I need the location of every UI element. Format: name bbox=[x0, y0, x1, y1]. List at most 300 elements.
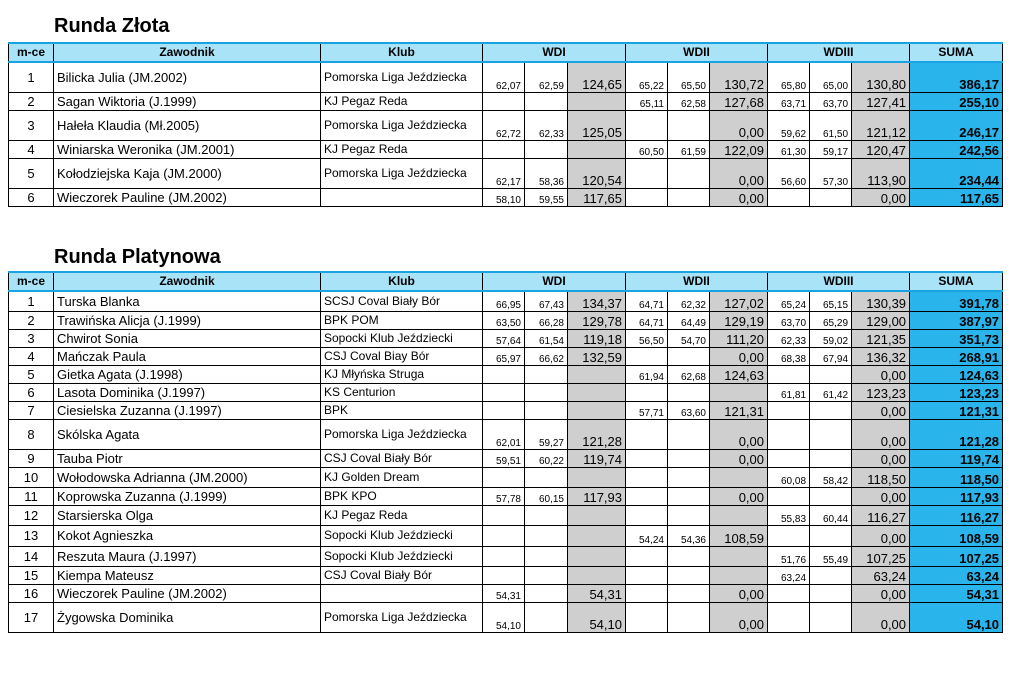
suma-cell: 121,28 bbox=[910, 419, 1003, 449]
rider-name-cell: Wieczorek Pauline (JM.2002) bbox=[54, 584, 321, 602]
wdi-score2-cell bbox=[525, 383, 568, 401]
wdiii-score2-cell: 59,17 bbox=[810, 140, 852, 158]
wdiii-score1-cell bbox=[768, 525, 810, 546]
wdiii-score1-cell: 68,38 bbox=[768, 347, 810, 365]
wdi-score1-cell bbox=[483, 467, 525, 487]
wdiii-total-cell: 0,00 bbox=[852, 188, 910, 206]
wdiii-total-cell: 0,00 bbox=[852, 419, 910, 449]
table-row bbox=[9, 92, 1003, 110]
header-club: Klub bbox=[321, 43, 483, 62]
table-row bbox=[9, 329, 1003, 347]
wdiii-score2-cell bbox=[810, 566, 852, 584]
wdi-total-cell: 124,65 bbox=[568, 62, 626, 92]
wdii-score2-cell: 62,58 bbox=[668, 92, 710, 110]
suma-cell: 124,63 bbox=[910, 365, 1003, 383]
wdii-score2-cell: 65,50 bbox=[668, 62, 710, 92]
wdii-score2-cell bbox=[668, 584, 710, 602]
wdii-score1-cell: 64,71 bbox=[626, 311, 668, 329]
wdiii-total-cell: 0,00 bbox=[852, 602, 910, 632]
place-cell: 1 bbox=[9, 62, 54, 92]
suma-cell: 268,91 bbox=[910, 347, 1003, 365]
header-wdiii: WDIII bbox=[768, 43, 910, 62]
suma-cell: 116,27 bbox=[910, 505, 1003, 525]
wdii-score2-cell: 54,36 bbox=[668, 525, 710, 546]
wdiii-total-cell: 118,50 bbox=[852, 467, 910, 487]
wdii-score1-cell bbox=[626, 383, 668, 401]
results-table-runda-platynowa bbox=[8, 271, 1003, 633]
club-cell: Pomorska Liga Jeździecka bbox=[321, 110, 483, 140]
wdiii-score2-cell: 59,02 bbox=[810, 329, 852, 347]
wdi-total-cell: 54,31 bbox=[568, 584, 626, 602]
place-cell: 4 bbox=[9, 347, 54, 365]
wdi-total-cell bbox=[568, 383, 626, 401]
wdiii-score2-cell: 67,94 bbox=[810, 347, 852, 365]
wdi-score1-cell: 62,01 bbox=[483, 419, 525, 449]
wdii-score2-cell bbox=[668, 505, 710, 525]
wdiii-total-cell: 123,23 bbox=[852, 383, 910, 401]
wdi-score2-cell bbox=[525, 401, 568, 419]
rider-name-cell: Sagan Wiktoria (J.1999) bbox=[54, 92, 321, 110]
club-cell: Pomorska Liga Jeździecka bbox=[321, 419, 483, 449]
wdiii-score2-cell: 58,42 bbox=[810, 467, 852, 487]
table-row bbox=[9, 449, 1003, 467]
club-cell: BPK bbox=[321, 401, 483, 419]
wdiii-score2-cell: 57,30 bbox=[810, 158, 852, 188]
wdiii-score1-cell: 61,81 bbox=[768, 383, 810, 401]
wdiii-score2-cell: 65,00 bbox=[810, 62, 852, 92]
table-row bbox=[9, 291, 1003, 311]
place-cell: 5 bbox=[9, 158, 54, 188]
place-cell: 15 bbox=[9, 566, 54, 584]
table-row bbox=[9, 110, 1003, 140]
wdi-score2-cell: 60,22 bbox=[525, 449, 568, 467]
wdiii-total-cell: 136,32 bbox=[852, 347, 910, 365]
wdiii-total-cell: 107,25 bbox=[852, 546, 910, 566]
suma-cell: 386,17 bbox=[910, 62, 1003, 92]
place-cell: 5 bbox=[9, 365, 54, 383]
wdii-score1-cell: 64,71 bbox=[626, 291, 668, 311]
place-cell: 7 bbox=[9, 401, 54, 419]
rider-name-cell: Chwirot Sonia bbox=[54, 329, 321, 347]
wdiii-score1-cell: 63,70 bbox=[768, 311, 810, 329]
rider-name-cell: Turska Blanka bbox=[54, 291, 321, 311]
wdii-score2-cell: 62,68 bbox=[668, 365, 710, 383]
suma-cell: 107,25 bbox=[910, 546, 1003, 566]
wdiii-total-cell: 127,41 bbox=[852, 92, 910, 110]
suma-cell: 234,44 bbox=[910, 158, 1003, 188]
wdiii-total-cell: 0,00 bbox=[852, 401, 910, 419]
wdiii-total-cell: 0,00 bbox=[852, 449, 910, 467]
club-cell: KJ Pegaz Reda bbox=[321, 140, 483, 158]
club-cell: KJ Pegaz Reda bbox=[321, 505, 483, 525]
wdi-score2-cell bbox=[525, 140, 568, 158]
wdi-score2-cell bbox=[525, 92, 568, 110]
wdii-score1-cell: 56,50 bbox=[626, 329, 668, 347]
wdiii-total-cell: 0,00 bbox=[852, 365, 910, 383]
wdii-score1-cell bbox=[626, 566, 668, 584]
wdiii-score1-cell: 62,33 bbox=[768, 329, 810, 347]
suma-cell: 63,24 bbox=[910, 566, 1003, 584]
suma-cell: 246,17 bbox=[910, 110, 1003, 140]
wdii-score1-cell bbox=[626, 487, 668, 505]
wdi-score1-cell bbox=[483, 92, 525, 110]
place-cell: 12 bbox=[9, 505, 54, 525]
wdi-total-cell: 120,54 bbox=[568, 158, 626, 188]
wdiii-score1-cell: 63,24 bbox=[768, 566, 810, 584]
wdii-score2-cell bbox=[668, 419, 710, 449]
wdii-score2-cell bbox=[668, 467, 710, 487]
place-cell: 6 bbox=[9, 188, 54, 206]
wdi-total-cell bbox=[568, 566, 626, 584]
rider-name-cell: Lasota Dominika (J.1997) bbox=[54, 383, 321, 401]
section-title-runda-zlota: Runda Złota bbox=[54, 15, 170, 37]
suma-cell: 54,31 bbox=[910, 584, 1003, 602]
wdi-total-cell bbox=[568, 401, 626, 419]
wdiii-score1-cell bbox=[768, 449, 810, 467]
wdii-score1-cell bbox=[626, 188, 668, 206]
wdii-score1-cell: 57,71 bbox=[626, 401, 668, 419]
wdi-score1-cell bbox=[483, 525, 525, 546]
wdi-score2-cell: 59,55 bbox=[525, 188, 568, 206]
wdii-total-cell: 122,09 bbox=[710, 140, 768, 158]
header-place: m-ce bbox=[9, 272, 54, 291]
header-rider: Zawodnik bbox=[54, 272, 321, 291]
club-cell: KS Centurion bbox=[321, 383, 483, 401]
place-cell: 3 bbox=[9, 110, 54, 140]
place-cell: 2 bbox=[9, 92, 54, 110]
place-cell: 2 bbox=[9, 311, 54, 329]
place-cell: 13 bbox=[9, 525, 54, 546]
wdiii-score2-cell: 61,42 bbox=[810, 383, 852, 401]
wdi-total-cell: 119,18 bbox=[568, 329, 626, 347]
header-row bbox=[9, 43, 1003, 62]
wdii-score2-cell: 61,59 bbox=[668, 140, 710, 158]
wdiii-score2-cell bbox=[810, 449, 852, 467]
wdi-score2-cell bbox=[525, 546, 568, 566]
wdi-score2-cell: 60,15 bbox=[525, 487, 568, 505]
wdi-score1-cell bbox=[483, 546, 525, 566]
wdiii-score1-cell: 59,62 bbox=[768, 110, 810, 140]
rider-name-cell: Skólska Agata bbox=[54, 419, 321, 449]
wdi-score2-cell: 62,33 bbox=[525, 110, 568, 140]
wdii-total-cell: 0,00 bbox=[710, 419, 768, 449]
wdii-score1-cell bbox=[626, 419, 668, 449]
wdi-score2-cell: 67,43 bbox=[525, 291, 568, 311]
wdii-score2-cell bbox=[668, 566, 710, 584]
wdii-total-cell bbox=[710, 467, 768, 487]
wdi-total-cell: 129,78 bbox=[568, 311, 626, 329]
header-wdi: WDI bbox=[483, 272, 626, 291]
wdi-score2-cell: 58,36 bbox=[525, 158, 568, 188]
rider-name-cell: Koprowska Zuzanna (J.1999) bbox=[54, 487, 321, 505]
table-row bbox=[9, 505, 1003, 525]
wdiii-total-cell: 121,35 bbox=[852, 329, 910, 347]
wdii-score2-cell: 64,49 bbox=[668, 311, 710, 329]
wdii-total-cell: 111,20 bbox=[710, 329, 768, 347]
club-cell bbox=[321, 584, 483, 602]
place-cell: 6 bbox=[9, 383, 54, 401]
wdi-score2-cell bbox=[525, 505, 568, 525]
wdi-total-cell bbox=[568, 505, 626, 525]
wdii-score1-cell bbox=[626, 584, 668, 602]
wdi-score1-cell: 62,17 bbox=[483, 158, 525, 188]
wdi-score2-cell: 62,59 bbox=[525, 62, 568, 92]
rider-name-cell: Gietka Agata (J.1998) bbox=[54, 365, 321, 383]
wdii-score2-cell bbox=[668, 383, 710, 401]
rider-name-cell: Kiempa Mateusz bbox=[54, 566, 321, 584]
suma-cell: 387,97 bbox=[910, 311, 1003, 329]
rider-name-cell: Kokot Agnieszka bbox=[54, 525, 321, 546]
wdi-total-cell bbox=[568, 92, 626, 110]
suma-cell: 351,73 bbox=[910, 329, 1003, 347]
club-cell: SCSJ Coval Biały Bór bbox=[321, 291, 483, 311]
suma-cell: 119,74 bbox=[910, 449, 1003, 467]
wdii-score1-cell: 65,11 bbox=[626, 92, 668, 110]
wdiii-score2-cell: 55,49 bbox=[810, 546, 852, 566]
wdiii-score2-cell bbox=[810, 487, 852, 505]
rider-name-cell: Mańczak Paula bbox=[54, 347, 321, 365]
wdii-score2-cell bbox=[668, 158, 710, 188]
wdi-score1-cell: 63,50 bbox=[483, 311, 525, 329]
club-cell: CSJ Coval Biały Bór bbox=[321, 449, 483, 467]
wdiii-total-cell: 0,00 bbox=[852, 525, 910, 546]
wdii-score1-cell bbox=[626, 546, 668, 566]
table-row bbox=[9, 419, 1003, 449]
club-cell: Sopocki Klub Jeździecki bbox=[321, 525, 483, 546]
club-cell: KJ Młyńska Struga bbox=[321, 365, 483, 383]
rider-name-cell: Wieczorek Pauline (JM.2002) bbox=[54, 188, 321, 206]
wdii-score1-cell: 54,24 bbox=[626, 525, 668, 546]
table-row bbox=[9, 311, 1003, 329]
wdiii-score1-cell: 63,71 bbox=[768, 92, 810, 110]
suma-cell: 108,59 bbox=[910, 525, 1003, 546]
suma-cell: 118,50 bbox=[910, 467, 1003, 487]
rider-name-cell: Hałeła Klaudia (Mł.2005) bbox=[54, 110, 321, 140]
wdii-total-cell: 0,00 bbox=[710, 188, 768, 206]
suma-cell: 255,10 bbox=[910, 92, 1003, 110]
wdiii-total-cell: 130,39 bbox=[852, 291, 910, 311]
wdiii-total-cell: 129,00 bbox=[852, 311, 910, 329]
wdii-score1-cell: 65,22 bbox=[626, 62, 668, 92]
club-cell: Pomorska Liga Jeździecka bbox=[321, 62, 483, 92]
wdi-score2-cell bbox=[525, 365, 568, 383]
wdi-total-cell: 54,10 bbox=[568, 602, 626, 632]
wdii-total-cell bbox=[710, 546, 768, 566]
wdiii-total-cell: 0,00 bbox=[852, 487, 910, 505]
club-cell bbox=[321, 188, 483, 206]
club-cell: BPK POM bbox=[321, 311, 483, 329]
place-cell: 4 bbox=[9, 140, 54, 158]
wdi-score1-cell: 59,51 bbox=[483, 449, 525, 467]
header-wdii: WDII bbox=[626, 43, 768, 62]
club-cell: BPK KPO bbox=[321, 487, 483, 505]
header-rider: Zawodnik bbox=[54, 43, 321, 62]
table-row bbox=[9, 365, 1003, 383]
wdii-score1-cell bbox=[626, 110, 668, 140]
wdiii-total-cell: 63,24 bbox=[852, 566, 910, 584]
wdii-score1-cell bbox=[626, 347, 668, 365]
header-club: Klub bbox=[321, 272, 483, 291]
table-row bbox=[9, 566, 1003, 584]
wdii-score2-cell: 62,32 bbox=[668, 291, 710, 311]
table-row bbox=[9, 602, 1003, 632]
wdiii-score1-cell: 65,80 bbox=[768, 62, 810, 92]
wdiii-score2-cell: 60,44 bbox=[810, 505, 852, 525]
wdii-score1-cell bbox=[626, 158, 668, 188]
wdii-score2-cell: 54,70 bbox=[668, 329, 710, 347]
club-cell: Sopocki Klub Jeździecki bbox=[321, 329, 483, 347]
place-cell: 8 bbox=[9, 419, 54, 449]
suma-cell: 117,65 bbox=[910, 188, 1003, 206]
wdiii-score1-cell bbox=[768, 584, 810, 602]
wdiii-score1-cell bbox=[768, 401, 810, 419]
wdiii-score2-cell bbox=[810, 188, 852, 206]
wdiii-score1-cell: 60,08 bbox=[768, 467, 810, 487]
wdii-score2-cell: 63,60 bbox=[668, 401, 710, 419]
club-cell: KJ Golden Dream bbox=[321, 467, 483, 487]
wdi-total-cell: 117,65 bbox=[568, 188, 626, 206]
wdi-score2-cell: 61,54 bbox=[525, 329, 568, 347]
wdi-score1-cell: 66,95 bbox=[483, 291, 525, 311]
wdiii-score1-cell bbox=[768, 365, 810, 383]
suma-cell: 123,23 bbox=[910, 383, 1003, 401]
wdiii-score2-cell bbox=[810, 602, 852, 632]
table-body bbox=[9, 291, 1003, 632]
wdiii-score1-cell: 61,30 bbox=[768, 140, 810, 158]
wdi-score1-cell: 65,97 bbox=[483, 347, 525, 365]
wdii-score2-cell bbox=[668, 602, 710, 632]
wdiii-score1-cell bbox=[768, 419, 810, 449]
wdi-score2-cell bbox=[525, 602, 568, 632]
wdiii-total-cell: 0,00 bbox=[852, 584, 910, 602]
wdi-score1-cell: 62,07 bbox=[483, 62, 525, 92]
wdiii-score2-cell bbox=[810, 419, 852, 449]
wdii-total-cell: 121,31 bbox=[710, 401, 768, 419]
wdi-score1-cell: 54,31 bbox=[483, 584, 525, 602]
wdiii-score2-cell bbox=[810, 401, 852, 419]
wdi-score1-cell: 62,72 bbox=[483, 110, 525, 140]
table-row bbox=[9, 487, 1003, 505]
place-cell: 16 bbox=[9, 584, 54, 602]
rider-name-cell: Starsierska Olga bbox=[54, 505, 321, 525]
wdi-score2-cell bbox=[525, 584, 568, 602]
suma-cell: 54,10 bbox=[910, 602, 1003, 632]
place-cell: 9 bbox=[9, 449, 54, 467]
wdi-score1-cell bbox=[483, 365, 525, 383]
wdi-score2-cell: 59,27 bbox=[525, 419, 568, 449]
wdi-total-cell: 132,59 bbox=[568, 347, 626, 365]
wdi-score1-cell bbox=[483, 505, 525, 525]
wdi-total-cell bbox=[568, 140, 626, 158]
club-cell: CSJ Coval Biay Bór bbox=[321, 347, 483, 365]
wdii-score1-cell bbox=[626, 467, 668, 487]
wdii-total-cell: 0,00 bbox=[710, 110, 768, 140]
table-row bbox=[9, 188, 1003, 206]
wdii-score2-cell bbox=[668, 487, 710, 505]
wdi-score2-cell bbox=[525, 467, 568, 487]
suma-cell: 121,31 bbox=[910, 401, 1003, 419]
wdiii-score1-cell bbox=[768, 602, 810, 632]
rider-name-cell: Kołodziejska Kaja (JM.2000) bbox=[54, 158, 321, 188]
wdiii-score1-cell: 51,76 bbox=[768, 546, 810, 566]
wdi-score2-cell: 66,28 bbox=[525, 311, 568, 329]
wdii-score1-cell bbox=[626, 449, 668, 467]
wdii-total-cell: 127,02 bbox=[710, 291, 768, 311]
results-table-runda-zlota bbox=[8, 42, 1003, 207]
wdi-total-cell: 117,93 bbox=[568, 487, 626, 505]
wdiii-total-cell: 120,47 bbox=[852, 140, 910, 158]
wdi-score1-cell bbox=[483, 401, 525, 419]
section-title-runda-platynowa: Runda Platynowa bbox=[54, 246, 221, 268]
wdi-score1-cell: 57,78 bbox=[483, 487, 525, 505]
table-row bbox=[9, 584, 1003, 602]
rider-name-cell: Reszuta Maura (J.1997) bbox=[54, 546, 321, 566]
wdi-total-cell: 134,37 bbox=[568, 291, 626, 311]
suma-cell: 117,93 bbox=[910, 487, 1003, 505]
wdiii-score1-cell: 55,83 bbox=[768, 505, 810, 525]
wdiii-total-cell: 121,12 bbox=[852, 110, 910, 140]
wdii-score2-cell bbox=[668, 110, 710, 140]
wdii-total-cell: 0,00 bbox=[710, 584, 768, 602]
rider-name-cell: Ciesielska Zuzanna (J.1997) bbox=[54, 401, 321, 419]
suma-cell: 391,78 bbox=[910, 291, 1003, 311]
rider-name-cell: Bilicka Julia (JM.2002) bbox=[54, 62, 321, 92]
wdiii-score1-cell bbox=[768, 487, 810, 505]
place-cell: 14 bbox=[9, 546, 54, 566]
wdi-total-cell: 119,74 bbox=[568, 449, 626, 467]
table-row bbox=[9, 158, 1003, 188]
wdii-score2-cell bbox=[668, 449, 710, 467]
rider-name-cell: Żygowska Dominika bbox=[54, 602, 321, 632]
wdi-score1-cell: 58,10 bbox=[483, 188, 525, 206]
wdiii-score2-cell: 65,29 bbox=[810, 311, 852, 329]
wdii-total-cell: 108,59 bbox=[710, 525, 768, 546]
wdi-total-cell bbox=[568, 525, 626, 546]
wdiii-score2-cell bbox=[810, 525, 852, 546]
table-row bbox=[9, 140, 1003, 158]
table-row bbox=[9, 62, 1003, 92]
place-cell: 10 bbox=[9, 467, 54, 487]
wdii-total-cell bbox=[710, 566, 768, 584]
wdi-score1-cell bbox=[483, 140, 525, 158]
wdi-total-cell bbox=[568, 546, 626, 566]
wdi-score2-cell bbox=[525, 566, 568, 584]
wdii-total-cell: 0,00 bbox=[710, 602, 768, 632]
place-cell: 3 bbox=[9, 329, 54, 347]
wdiii-score2-cell bbox=[810, 365, 852, 383]
rider-name-cell: Wołodowska Adrianna (JM.2000) bbox=[54, 467, 321, 487]
wdii-total-cell bbox=[710, 505, 768, 525]
table-row bbox=[9, 546, 1003, 566]
wdiii-total-cell: 130,80 bbox=[852, 62, 910, 92]
wdi-total-cell bbox=[568, 365, 626, 383]
wdiii-score2-cell: 65,15 bbox=[810, 291, 852, 311]
place-cell: 11 bbox=[9, 487, 54, 505]
wdii-score1-cell bbox=[626, 602, 668, 632]
header-suma: SUMA bbox=[910, 43, 1003, 62]
wdii-total-cell bbox=[710, 383, 768, 401]
wdiii-score2-cell: 63,70 bbox=[810, 92, 852, 110]
wdii-score1-cell: 61,94 bbox=[626, 365, 668, 383]
wdii-total-cell: 0,00 bbox=[710, 487, 768, 505]
wdiii-total-cell: 116,27 bbox=[852, 505, 910, 525]
wdii-score2-cell bbox=[668, 188, 710, 206]
wdii-total-cell: 124,63 bbox=[710, 365, 768, 383]
table-row bbox=[9, 347, 1003, 365]
wdi-score1-cell: 57,64 bbox=[483, 329, 525, 347]
header-wdi: WDI bbox=[483, 43, 626, 62]
wdii-score2-cell bbox=[668, 347, 710, 365]
